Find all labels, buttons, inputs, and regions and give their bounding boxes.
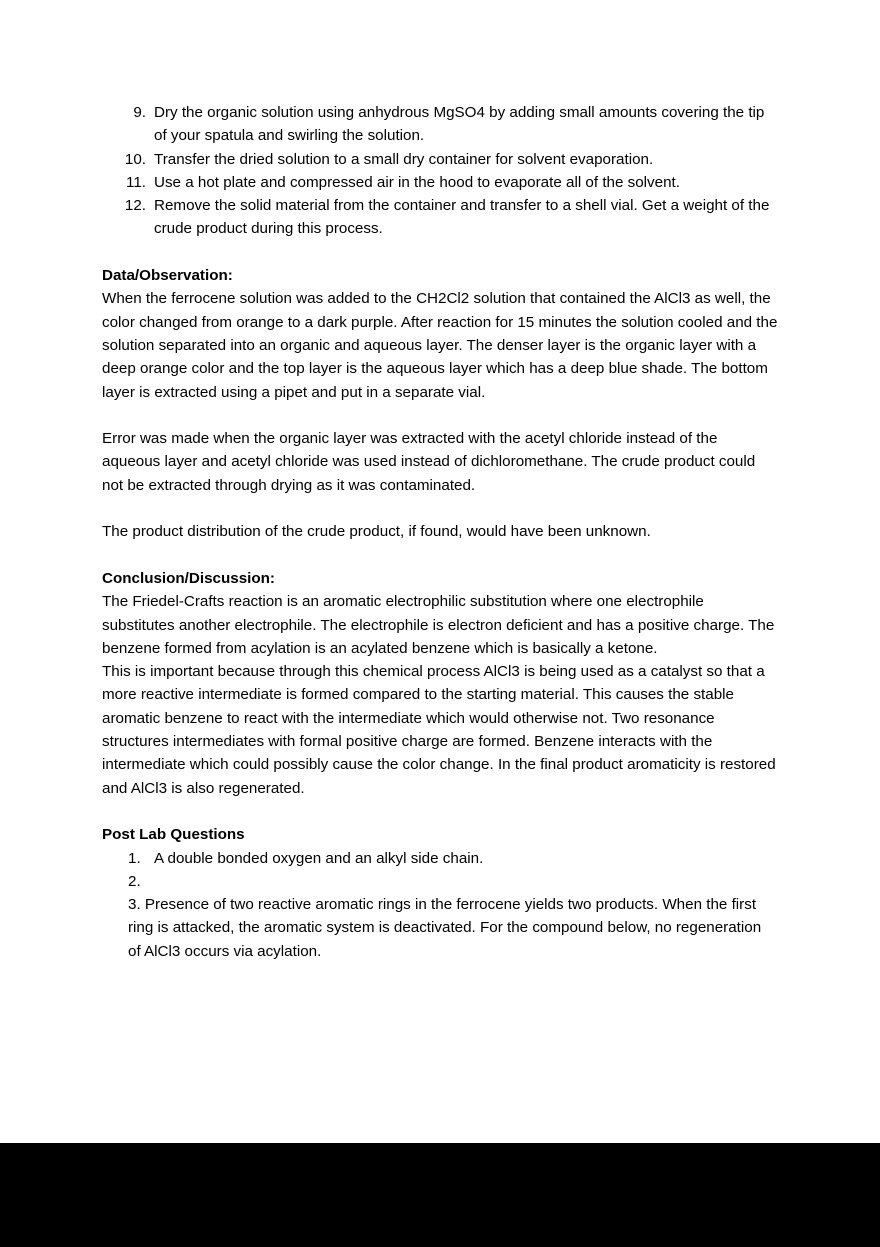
procedure-step-11-text: Use a hot plate and compressed air in the hood to evaporate all of the solvent.	[154, 173, 680, 191]
procedure-step-11	[102, 171, 778, 194]
procedure-step-12-text: Remove the solid material from the container and transfer to a shell vial. Get a weight of the crude product during this process.	[154, 197, 770, 238]
data-observation-paragraph-3: The product distribution of the crude product, if found, would have been unknown.	[102, 523, 651, 541]
conclusion-discussion-paragraph-1: The Friedel-Crafts reaction is an aromatic electrophilic substitution where one electrophile substitutes another electrophile. The electrophile is electron deficient and has a positive charge. The benzene formed from acylation is an acylated benzene which is basically a ketone.	[102, 593, 775, 657]
spacer	[102, 404, 778, 427]
spacer	[102, 497, 778, 520]
post-lab-questions-list	[102, 847, 778, 963]
procedure-step-9	[102, 101, 778, 148]
post-lab-questions-heading: Post Lab Questions	[102, 826, 245, 844]
conclusion-discussion-heading: Conclusion/Discussion:	[102, 569, 275, 587]
spacer	[102, 800, 778, 823]
procedure-step-10-text: Transfer the dried solution to a small dry container for solvent evaporation.	[154, 150, 654, 168]
procedure-step-9-number: 9.	[133, 104, 146, 121]
bottom-black-band	[0, 1143, 880, 1247]
data-observation-paragraph-1: When the ferrocene solution was added to the CH2Cl2 solution that contained the AlCl3 as well, the color changed from orange to a dark purple. After reaction for 15 minutes the solution cooled and the solution separated into an organic and aqueous layer. The denser layer is the organic layer with a deep orange color and the top layer is the aqueous layer which has a deep blue shade. The bottom layer is extracted using a pipet and put in a separate vial.	[102, 290, 778, 401]
procedure-step-9-text: Dry the organic solution using anhydrous MgSO4 by adding small amounts covering the tip of your spatula and swirling the solution.	[154, 104, 765, 145]
post-lab-question-1-number: 1.	[128, 849, 141, 867]
spacer	[102, 241, 778, 264]
procedure-step-12	[102, 194, 778, 241]
post-lab-question-1-text: A double bonded oxygen and an alkyl side chain.	[154, 849, 484, 867]
post-lab-question-3: 3. Presence of two reactive aromatic rings in the ferrocene yields two products. When the first ring is attacked, the aromatic system is deactivated. For the compound below, no regeneration of AlCl3 occurs via acylation.	[128, 896, 762, 960]
procedure-step-12-number: 12.	[124, 197, 146, 215]
conclusion-discussion-paragraph-2: This is important because through this chemical process AlCl3 is being used as a catalyst so that a more reactive intermediate is formed compared to the starting material. This causes the stable aromatic benzene to react with the intermediate which would otherwise not. Two resonance structures intermediates with formal positive charge are formed. Benzene interacts with the intermediate which could possibly cause the color change. In the final product aromaticity is restored and AlCl3 is also regenerated.	[102, 663, 776, 797]
procedure-steps-list	[102, 101, 778, 241]
post-lab-question-2	[102, 870, 778, 893]
data-observation-heading: Data/Observation:	[102, 267, 233, 285]
spacer	[102, 544, 778, 567]
document-content	[102, 101, 778, 963]
procedure-step-10	[102, 148, 778, 171]
procedure-step-11-number: 11.	[126, 173, 146, 191]
data-observation-paragraph-2: Error was made when the organic layer was extracted with the acetyl chloride instead of the aqueous layer and acetyl chloride was used instead of dichloromethane. The crude product could not be extracted through drying as it was contaminated.	[102, 430, 756, 494]
procedure-step-10-number: 10.	[124, 150, 146, 168]
post-lab-question-1	[102, 847, 778, 870]
post-lab-question-2-number: 2.	[128, 872, 141, 890]
